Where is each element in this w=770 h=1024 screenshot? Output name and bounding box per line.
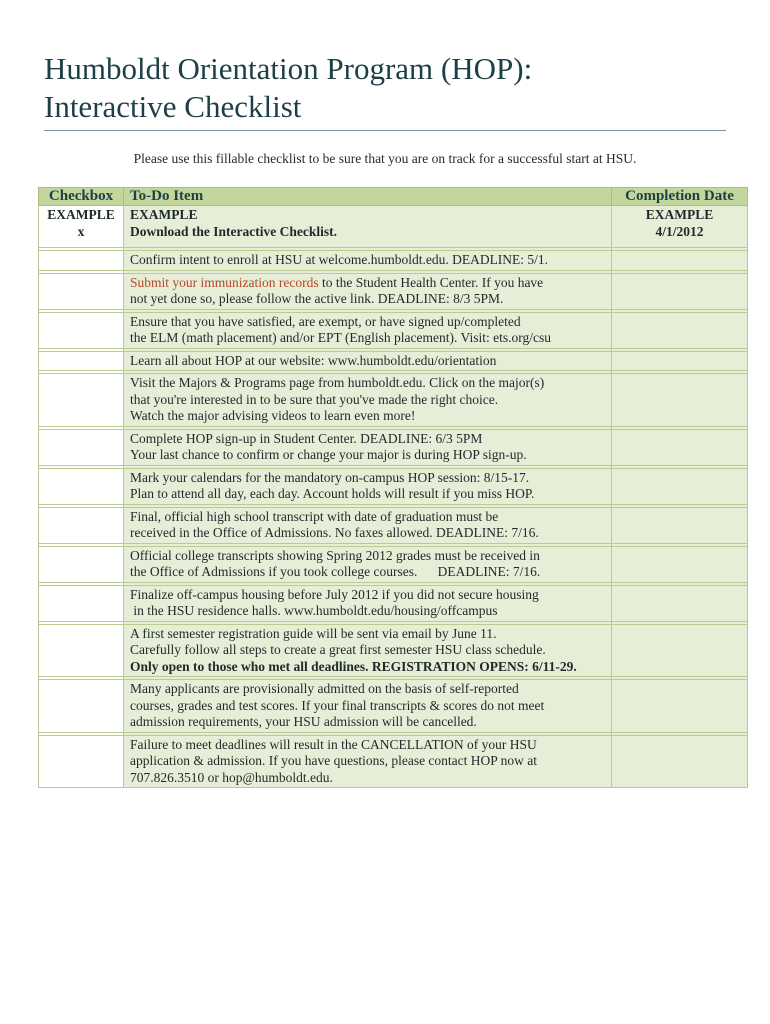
todo-line: not yet done so, please follow the active link. DEADLINE: 8/3 5PM. bbox=[130, 291, 504, 306]
todo-line: Final, official high school transcript with date of graduation must be bbox=[130, 508, 499, 524]
checklist-table bbox=[38, 187, 748, 788]
todo-item bbox=[124, 374, 612, 427]
title-divider bbox=[44, 130, 726, 131]
title-line-1: Humboldt Orientation Program (HOP): bbox=[44, 51, 533, 86]
completion-date-field[interactable] bbox=[612, 374, 748, 427]
table-row bbox=[39, 374, 748, 427]
table-row bbox=[39, 251, 748, 271]
checkbox-field[interactable] bbox=[39, 507, 124, 543]
example-date-value: 4/1/2012 bbox=[655, 223, 704, 239]
todo-item bbox=[124, 680, 612, 733]
completion-date-field[interactable] bbox=[612, 680, 748, 733]
todo-item bbox=[124, 735, 612, 788]
todo-line: Watch the major advising videos to learn even more! bbox=[130, 408, 416, 423]
example-row bbox=[39, 206, 748, 248]
todo-item bbox=[124, 312, 612, 348]
table-row bbox=[39, 585, 748, 621]
completion-date-field[interactable] bbox=[612, 468, 748, 504]
todo-line: Carefully follow all steps to create a great first semester HSU class schedule. bbox=[130, 642, 546, 657]
header-row bbox=[39, 188, 748, 206]
todo-line: Plan to attend all day, each day. Account holds will result if you miss HOP. bbox=[130, 486, 535, 501]
todo-item bbox=[124, 351, 612, 371]
completion-date-field[interactable] bbox=[612, 351, 748, 371]
todo-item bbox=[124, 273, 612, 309]
table-row bbox=[39, 735, 748, 788]
intro-text: Please use this fillable checklist to be sure that you are on track for a successful start at HSU. bbox=[133, 151, 637, 166]
todo-item bbox=[124, 546, 612, 582]
todo-item bbox=[124, 585, 612, 621]
example-mark: x bbox=[77, 223, 85, 239]
table-row bbox=[39, 468, 748, 504]
table-row bbox=[39, 507, 748, 543]
todo-line: application & admission. If you have questions, please contact HOP now at bbox=[130, 753, 538, 768]
todo-line: the ELM (math placement) and/or EPT (English placement). Visit: ets.org/csu bbox=[130, 330, 551, 345]
checkbox-field[interactable] bbox=[39, 351, 124, 371]
todo-line: Failure to meet deadlines will result in the CANCELLATION of your HSU bbox=[130, 736, 537, 752]
example-todo-text: Download the Interactive Checklist. bbox=[130, 223, 337, 239]
header-checkbox: Checkbox bbox=[39, 188, 124, 206]
todo-line: received in the Office of Admissions. No faxes allowed. DEADLINE: 7/16. bbox=[130, 525, 539, 540]
header-date: Completion Date bbox=[612, 188, 748, 206]
immunization-link[interactable]: Submit your immunization records bbox=[130, 274, 319, 290]
header-todo: To-Do Item bbox=[124, 188, 612, 206]
todo-item bbox=[124, 251, 612, 271]
completion-date-field[interactable] bbox=[612, 507, 748, 543]
todo-line-text: to the Student Health Center. If you have bbox=[318, 274, 544, 290]
checkbox-field[interactable] bbox=[39, 585, 124, 621]
todo-line: Many applicants are provisionally admitted on the basis of self-reported bbox=[130, 681, 519, 696]
example-todo bbox=[124, 206, 612, 248]
completion-date-field[interactable] bbox=[612, 546, 748, 582]
table-row bbox=[39, 546, 748, 582]
checkbox-field[interactable] bbox=[39, 680, 124, 733]
todo-line: Your last chance to confirm or change your major is during HOP sign-up. bbox=[130, 447, 527, 462]
completion-date-field[interactable] bbox=[612, 735, 748, 788]
checkbox-field[interactable] bbox=[39, 374, 124, 427]
table-row bbox=[39, 429, 748, 465]
checkbox-field[interactable] bbox=[39, 735, 124, 788]
todo-line: Confirm intent to enroll at HSU at welcome.humboldt.edu. DEADLINE: 5/1. bbox=[130, 252, 549, 267]
example-date bbox=[612, 206, 748, 248]
title-line-2: Interactive Checklist bbox=[44, 89, 302, 124]
completion-date-field[interactable] bbox=[612, 585, 748, 621]
table-row bbox=[39, 680, 748, 733]
checkbox-field[interactable] bbox=[39, 273, 124, 309]
todo-line: that you're interested in to be sure that you've made the right choice. bbox=[130, 391, 499, 407]
todo-item bbox=[124, 468, 612, 504]
table-row bbox=[39, 351, 748, 371]
completion-date-field[interactable] bbox=[612, 312, 748, 348]
checkbox-field[interactable] bbox=[39, 429, 124, 465]
page-title bbox=[44, 50, 532, 126]
todo-item bbox=[124, 624, 612, 677]
todo-line: in the HSU residence halls. www.humboldt.edu/housing/offcampus bbox=[130, 603, 498, 618]
checkbox-field[interactable] bbox=[39, 546, 124, 582]
completion-date-field[interactable] bbox=[612, 624, 748, 677]
todo-line: Visit the Majors & Programs page from humboldt.edu. Click on the major(s) bbox=[130, 375, 545, 390]
table-row bbox=[39, 273, 748, 309]
todo-line: Official college transcripts showing Spring 2012 grades must be received in bbox=[130, 547, 540, 563]
todo-line: courses, grades and test scores. If your final transcripts & scores do not meet bbox=[130, 697, 545, 713]
todo-item bbox=[124, 429, 612, 465]
todo-line: Mark your calendars for the mandatory on-campus HOP session: 8/15-17. bbox=[130, 469, 530, 485]
todo-line: admission requirements, your HSU admission will be cancelled. bbox=[130, 714, 477, 729]
table-row bbox=[39, 312, 748, 348]
checkbox-field[interactable] bbox=[39, 468, 124, 504]
example-checkbox bbox=[39, 206, 124, 248]
todo-line: Complete HOP sign-up in Student Center. DEADLINE: 6/3 5PM bbox=[130, 430, 483, 446]
checkbox-field[interactable] bbox=[39, 312, 124, 348]
checkbox-field[interactable] bbox=[39, 251, 124, 271]
todo-item bbox=[124, 507, 612, 543]
todo-line: A first semester registration guide will be sent via email by June 11. bbox=[130, 625, 497, 641]
example-label: EXAMPLE bbox=[47, 207, 115, 222]
todo-line bbox=[130, 275, 605, 292]
example-date-label: EXAMPLE bbox=[645, 207, 714, 222]
todo-line: Finalize off-campus housing before July 2012 if you did not secure housing bbox=[130, 586, 539, 602]
todo-line: the Office of Admissions if you took college courses. DEADLINE: 7/16. bbox=[130, 564, 541, 579]
example-todo-label: EXAMPLE bbox=[130, 207, 198, 222]
todo-bold-line: Only open to those who met all deadlines. REGISTRATION OPENS: 6/11-29. bbox=[130, 658, 577, 674]
table-row bbox=[39, 624, 748, 677]
completion-date-field[interactable] bbox=[612, 251, 748, 271]
completion-date-field[interactable] bbox=[612, 429, 748, 465]
todo-line: 707.826.3510 or hop@humboldt.edu. bbox=[130, 769, 333, 785]
checkbox-field[interactable] bbox=[39, 624, 124, 677]
todo-line: Ensure that you have satisfied, are exempt, or have signed up/completed bbox=[130, 313, 521, 329]
completion-date-field[interactable] bbox=[612, 273, 748, 309]
todo-line: Learn all about HOP at our website: www.humboldt.edu/orientation bbox=[130, 352, 497, 368]
